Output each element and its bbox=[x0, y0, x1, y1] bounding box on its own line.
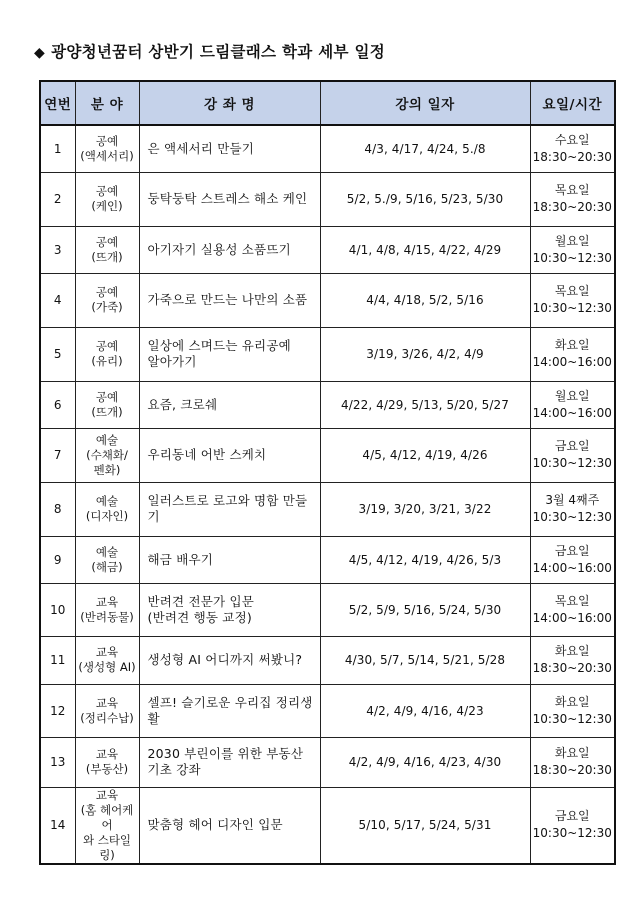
field-line: 펜화) bbox=[93, 462, 121, 477]
time-cell bbox=[530, 273, 615, 327]
time-line: 목요일 bbox=[554, 593, 590, 608]
field-cell bbox=[75, 226, 139, 273]
time-cell bbox=[530, 583, 615, 636]
row-number-cell: 1 bbox=[40, 125, 75, 172]
table-row bbox=[40, 787, 615, 864]
field-cell bbox=[75, 737, 139, 787]
field-line: 예술 bbox=[95, 494, 119, 508]
time-cell bbox=[530, 428, 615, 482]
course-line: 알아가기 bbox=[147, 354, 197, 369]
field-line: 교육 bbox=[95, 787, 119, 802]
time-line: 10:30~12:30 bbox=[532, 250, 612, 265]
table-row bbox=[40, 737, 615, 787]
time-line: 금요일 bbox=[554, 439, 590, 453]
field-line: 와 스타일링) bbox=[82, 832, 132, 862]
field-line: (가죽) bbox=[91, 300, 123, 314]
course-line: (반려견 행동 교정) bbox=[147, 609, 252, 625]
table-row bbox=[40, 636, 615, 684]
time-cell bbox=[530, 684, 615, 737]
field-line: 공예 bbox=[95, 133, 119, 148]
row-number-cell: 5 bbox=[40, 327, 75, 381]
diamond-icon: ◆ bbox=[34, 45, 46, 61]
course-cell bbox=[139, 636, 320, 684]
time-line: 화요일 bbox=[554, 644, 590, 658]
course-cell bbox=[139, 327, 320, 381]
time-line: 금요일 bbox=[554, 543, 590, 558]
table-row bbox=[40, 536, 615, 583]
time-line: 14:00~16:00 bbox=[532, 560, 612, 575]
header-field: 분 야 bbox=[75, 81, 139, 125]
table-row bbox=[40, 684, 615, 737]
course-cell bbox=[139, 226, 320, 273]
dates-cell: 4/2, 4/9, 4/16, 4/23, 4/30 bbox=[320, 737, 530, 787]
row-number-cell: 9 bbox=[40, 536, 75, 583]
course-line: 반려견 전문가 입문 bbox=[147, 593, 255, 609]
table-row bbox=[40, 327, 615, 381]
field-line: (홈 헤어케어 bbox=[80, 802, 134, 832]
time-line: 3월 4째주 bbox=[545, 493, 600, 507]
field-line: 예술 bbox=[95, 432, 119, 447]
dates-cell: 4/2, 4/9, 4/16, 4/23 bbox=[320, 684, 530, 737]
time-line: 10:30~12:30 bbox=[532, 826, 612, 840]
time-line: 10:30~12:30 bbox=[532, 711, 612, 726]
table-row bbox=[40, 428, 615, 482]
field-line: 교육 bbox=[95, 594, 119, 609]
field-line: (부동산) bbox=[85, 762, 129, 776]
table-row bbox=[40, 172, 615, 226]
field-line: 공예 bbox=[95, 285, 119, 299]
course-cell bbox=[139, 787, 320, 864]
course-cell bbox=[139, 737, 320, 787]
field-cell bbox=[75, 125, 139, 172]
field-cell bbox=[75, 684, 139, 737]
table-row bbox=[40, 381, 615, 428]
field-line: (액세서리) bbox=[80, 148, 134, 163]
dates-cell: 4/5, 4/12, 4/19, 4/26, 5/3 bbox=[320, 536, 530, 583]
dates-cell: 5/10, 5/17, 5/24, 5/31 bbox=[320, 787, 530, 864]
field-line: (뜨개) bbox=[91, 404, 123, 419]
field-cell bbox=[75, 273, 139, 327]
time-line: 수요일 bbox=[554, 132, 590, 147]
dates-cell: 4/3, 4/17, 4/24, 5./8 bbox=[320, 125, 530, 172]
field-line: (해금) bbox=[91, 559, 123, 574]
field-line: (반려동물) bbox=[80, 609, 134, 624]
field-line: 공예 bbox=[95, 339, 119, 353]
field-line: 공예 bbox=[95, 184, 119, 198]
course-line: 일상에 스며드는 유리공예 bbox=[147, 338, 291, 353]
field-cell bbox=[75, 583, 139, 636]
header-no: 연번 bbox=[40, 81, 75, 125]
dates-cell: 5/2, 5./9, 5/16, 5/23, 5/30 bbox=[320, 172, 530, 226]
table-row bbox=[40, 583, 615, 636]
time-line: 14:00~16:00 bbox=[532, 405, 612, 420]
time-line: 월요일 bbox=[554, 388, 590, 403]
table-row bbox=[40, 226, 615, 273]
course-line: 기초 강좌 bbox=[147, 762, 201, 777]
course-cell bbox=[139, 583, 320, 636]
field-line: 공예 bbox=[95, 234, 119, 249]
course-cell bbox=[139, 172, 320, 226]
field-line: (뜨개) bbox=[91, 249, 123, 264]
course-cell bbox=[139, 273, 320, 327]
row-number-cell: 2 bbox=[40, 172, 75, 226]
dates-cell: 3/19, 3/20, 3/21, 3/22 bbox=[320, 482, 530, 536]
course-line: 일러스트로 로고와 명함 만들기 bbox=[147, 493, 308, 524]
time-line: 18:30~20:30 bbox=[532, 763, 612, 777]
field-line: 교육 bbox=[95, 695, 119, 710]
page-title-text: 광양청년꿈터 상반기 드림클래스 학과 세부 일정 bbox=[51, 43, 386, 61]
field-line: (수채화/ bbox=[86, 447, 128, 462]
field-line: 교육 bbox=[95, 747, 119, 761]
time-line: 화요일 bbox=[554, 338, 590, 352]
field-line: (정리수납) bbox=[80, 710, 134, 725]
time-line: 화요일 bbox=[554, 694, 590, 709]
time-line: 목요일 bbox=[554, 284, 590, 298]
row-number-cell: 11 bbox=[40, 636, 75, 684]
course-cell bbox=[139, 381, 320, 428]
time-line: 금요일 bbox=[554, 809, 590, 823]
row-number-cell: 14 bbox=[40, 787, 75, 864]
time-line: 14:00~16:00 bbox=[532, 355, 612, 369]
time-line: 18:30~20:30 bbox=[532, 200, 612, 214]
dates-cell: 3/19, 3/26, 4/2, 4/9 bbox=[320, 327, 530, 381]
dates-cell: 5/2, 5/9, 5/16, 5/24, 5/30 bbox=[320, 583, 530, 636]
table-row bbox=[40, 125, 615, 172]
course-cell bbox=[139, 536, 320, 583]
time-line: 월요일 bbox=[554, 233, 590, 248]
row-number-cell: 6 bbox=[40, 381, 75, 428]
time-line: 18:30~20:30 bbox=[532, 661, 612, 675]
course-line: 요즘, 크로쉐 bbox=[147, 396, 218, 412]
field-cell bbox=[75, 536, 139, 583]
time-cell bbox=[530, 536, 615, 583]
field-line: (유리) bbox=[91, 354, 123, 368]
field-line: 예술 bbox=[95, 544, 119, 559]
course-line: 우리동네 어반 스케치 bbox=[147, 447, 267, 462]
header-course: 강 좌 명 bbox=[139, 81, 320, 125]
time-line: 18:30~20:30 bbox=[532, 149, 612, 164]
time-line: 10:30~12:30 bbox=[532, 510, 612, 524]
field-cell bbox=[75, 787, 139, 864]
time-cell bbox=[530, 737, 615, 787]
field-line: 교육 bbox=[95, 645, 119, 659]
dates-cell: 4/22, 4/29, 5/13, 5/20, 5/27 bbox=[320, 381, 530, 428]
course-line: 셀프! 슬기로운 우리집 정리생활 bbox=[147, 694, 313, 726]
row-number-cell: 12 bbox=[40, 684, 75, 737]
course-line: 2030 부린이를 위한 부동산 bbox=[147, 746, 304, 761]
row-number-cell: 3 bbox=[40, 226, 75, 273]
time-line: 14:00~16:00 bbox=[532, 610, 612, 625]
time-cell bbox=[530, 636, 615, 684]
field-cell bbox=[75, 172, 139, 226]
row-number-cell: 13 bbox=[40, 737, 75, 787]
dates-cell: 4/4, 4/18, 5/2, 5/16 bbox=[320, 273, 530, 327]
row-number-cell: 8 bbox=[40, 482, 75, 536]
table-row bbox=[40, 273, 615, 327]
time-cell bbox=[530, 787, 615, 864]
table-header-row bbox=[40, 81, 615, 125]
time-cell bbox=[530, 226, 615, 273]
course-line: 생성형 AI 어디까지 써봤니? bbox=[147, 652, 303, 667]
time-line: 목요일 bbox=[554, 183, 590, 197]
row-number-cell: 10 bbox=[40, 583, 75, 636]
course-cell bbox=[139, 428, 320, 482]
course-line: 맞춤형 헤어 디자인 입문 bbox=[147, 817, 283, 832]
course-line: 둥탁둥탁 스트레스 해소 케인 bbox=[147, 191, 308, 206]
field-cell bbox=[75, 381, 139, 428]
time-cell bbox=[530, 172, 615, 226]
field-line: (케인) bbox=[91, 199, 123, 213]
field-cell bbox=[75, 327, 139, 381]
field-line: (생성형 AI) bbox=[78, 660, 136, 674]
time-cell bbox=[530, 125, 615, 172]
course-line: 해금 배우기 bbox=[147, 551, 214, 567]
row-number-cell: 7 bbox=[40, 428, 75, 482]
dates-cell: 4/30, 5/7, 5/14, 5/21, 5/28 bbox=[320, 636, 530, 684]
field-cell bbox=[75, 636, 139, 684]
time-cell bbox=[530, 327, 615, 381]
time-line: 화요일 bbox=[554, 746, 590, 760]
field-line: (디자인) bbox=[85, 509, 129, 523]
time-cell bbox=[530, 381, 615, 428]
course-cell bbox=[139, 482, 320, 536]
page-title bbox=[34, 40, 385, 62]
time-cell bbox=[530, 482, 615, 536]
header-dates: 강의 일자 bbox=[320, 81, 530, 125]
course-line: 은 액세서리 만들기 bbox=[147, 140, 255, 156]
course-cell bbox=[139, 684, 320, 737]
course-cell bbox=[139, 125, 320, 172]
field-cell bbox=[75, 482, 139, 536]
field-cell bbox=[75, 428, 139, 482]
table-body bbox=[40, 125, 615, 864]
header-time: 요일/시간 bbox=[530, 81, 615, 125]
dates-cell: 4/5, 4/12, 4/19, 4/26 bbox=[320, 428, 530, 482]
course-line: 아기자기 실용성 소품뜨기 bbox=[147, 241, 291, 257]
course-line: 가죽으로 만드는 나만의 소품 bbox=[147, 292, 308, 307]
row-number-cell: 4 bbox=[40, 273, 75, 327]
field-line: 공예 bbox=[95, 389, 119, 404]
time-line: 10:30~12:30 bbox=[532, 301, 612, 315]
time-line: 10:30~12:30 bbox=[532, 456, 612, 470]
dates-cell: 4/1, 4/8, 4/15, 4/22, 4/29 bbox=[320, 226, 530, 273]
schedule-table bbox=[39, 80, 616, 865]
table-row bbox=[40, 482, 615, 536]
